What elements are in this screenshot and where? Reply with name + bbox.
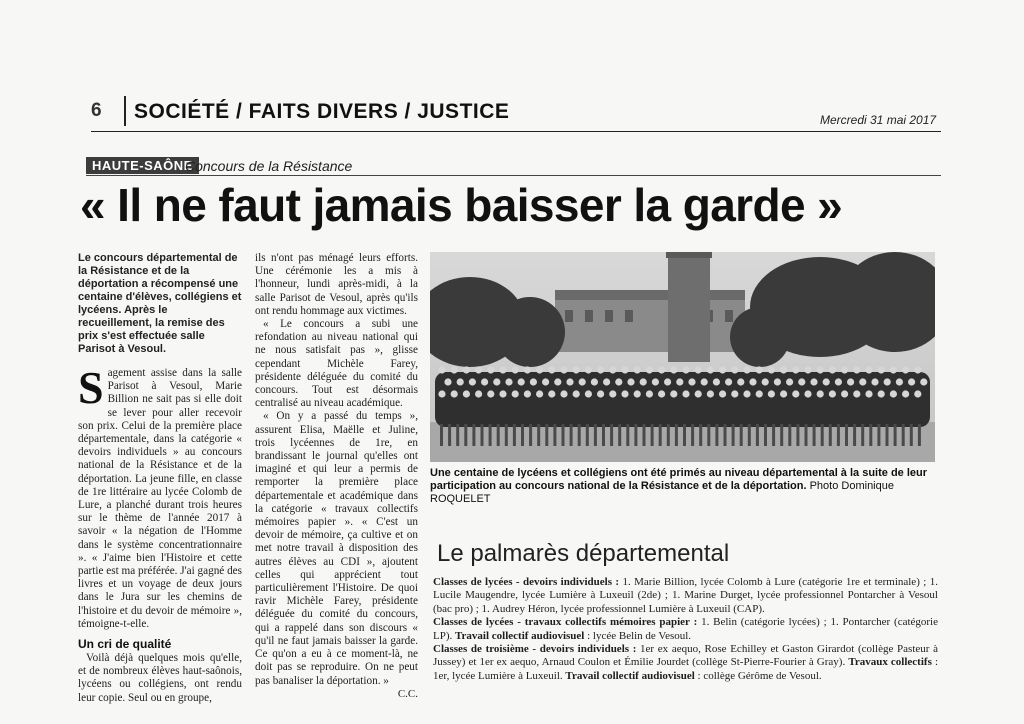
article-subhead: Un cri de qualité — [78, 637, 172, 652]
palmares-entry — [433, 576, 938, 616]
palmares-label: Classes de troisième - devoirs individuels : — [433, 643, 637, 656]
article-column-2 — [255, 252, 418, 701]
group-photo-illustration — [430, 252, 935, 462]
photo-credit: Photo Dominique ROQUELET — [430, 480, 894, 505]
palmares-text: 1. Marie Billion, lycée Colomb à Lure (catégorie 1re et terminale) ; 1. Lucile Maugendre, lycée Lumière à Luxeuil (2de) ; 1. Marine Durget, lycée professionnel Pontarcher à Vesoul (bac pro) ; 1. Audrey Héron, lycée professionnel Lumière à Luxeuil (CAP). — [433, 576, 938, 615]
group-photo — [430, 252, 935, 462]
article-paragraph — [78, 362, 242, 631]
palmares-entry — [433, 616, 938, 643]
article-paragraph: « Le concours a subi une refondation au niveau national qui ne nous satisfait pas », glisse cependant Michèle Farey, présidente déléguée du comité du concours. Tout est désormais centralisé au niveau académique. — [255, 318, 418, 410]
article-paragraph: Voilà déjà quelques mois qu'elle, et de nombreux élèves haut-saônois, lycéens ou collégiens, ont rendu leur copie. Seul ou en groupe, — [78, 652, 242, 704]
section-title: SOCIÉTÉ / FAITS DIVERS / JUSTICE — [134, 100, 510, 123]
article-column-1 — [78, 252, 242, 705]
headline: « Il ne faut jamais baisser la garde » — [80, 179, 843, 231]
palmares-entry — [433, 643, 938, 683]
header-rule — [91, 131, 941, 132]
region-tag: HAUTE-SAÔNE — [86, 157, 199, 174]
palmares-label: Classes de lycées - devoirs individuels : — [433, 576, 620, 588]
article-paragraph: « On y a passé du temps », assurent Elisa, Maëlle et Juline, trois lycéennes de 1re, en brandissant le journal qu'elles ont imaginé et qui leur a permis de remporter la première place départementale et académique dans la catégorie « travaux collectifs mémoires papier ». « C'est un devoir de mémoire, ça cultive et on met notre travail à disposition des autres élèves au CDI », ajoutent celles qui apprécient tout particulièrement l'Histoire. De quoi ravir Michèle Farey, présidente déléguée du comité du concours, qui a rappelé dans son discours « qu'il ne faut jamais baisser la garde. Ce qu'on a eu à ce moment-là, ne doit pas se reproduire. On ne peut pas banaliser la déportation. » — [255, 410, 418, 687]
paragraph-text: agement assise dans la salle Parisot à Vesoul, Marie Billion ne sait pas si elle doit se lever pour aller recevoir son prix. Celui de la première place départementale, dans la catégorie « devoirs individuels » au concours national de la Résistance et de la déportation. La jeune fille, en classe de 1re littéraire au lycée Colomb de Lure, a planché durant trois heures sur le thème de l'année 2017 à savoir « la négation de l'Homme dans le système concentrationnaire ». « J'aime bien l'Histoire et cette partie est ma préférée. J'ai gagné des livres et un voyage de deux jours dans le Jura sur les chemins de l'histoire et du devoir de mémoire », témoigne-t-elle. — [78, 367, 242, 630]
palmares-list — [433, 576, 938, 683]
section-divider — [124, 96, 126, 126]
kicker: Concours de la Résistance — [185, 158, 353, 174]
author-signature: C.C. — [397, 687, 418, 700]
palmares-label: Travail collectif audiovisuel — [455, 629, 585, 642]
page-number: 6 — [91, 100, 102, 121]
palmares-text: 1. Belin (catégorie lycées) ; 1. Pontarcher (catégorie LP). — [433, 616, 938, 642]
palmares-label: Travail collectif audiovisuel — [565, 669, 695, 682]
article-paragraph: ils n'ont pas ménagé leurs efforts. Une cérémonie les a mis à l'honneur, lundi après-midi, à la salle Parisot de Vesoul, après qu'ils ont rendu hommage aux victimes. — [255, 252, 418, 317]
page-date: Mercredi 31 mai 2017 — [820, 113, 937, 127]
drop-cap: S — [78, 362, 104, 413]
palmares-text: 1er ex aequo, Rose Echilley et Gaston Girardot (collège Pasteur à Jussey) et 1er ex aequo, Arnaud Coulon et Émilie Jourdet (collège St-Pierre-Fourier à Gray). — [433, 643, 938, 669]
kicker-rule — [86, 175, 941, 176]
palmares-title: Le palmarès départemental — [437, 540, 730, 567]
palmares-text: : lycée Belin de Vesoul. — [584, 629, 692, 642]
caption-text: Une centaine de lycéens et collégiens ont été primés au niveau départemental à la suite de leur participation au concours national de la Résistance et de la déportation. — [430, 467, 928, 492]
palmares-label: Classes de lycées - travaux collectifs mémoires papier : — [433, 616, 698, 629]
palmares-text: : collège Gérôme de Vesoul. — [694, 669, 822, 682]
photo-caption — [430, 467, 940, 506]
palmares-text: : 1er, lycée Lumière à Luxeuil. — [433, 656, 939, 682]
palmares-label: Travaux collectifs — [848, 656, 932, 669]
article-lead: Le concours départemental de la Résistance et de la déportation a récompensé une centaine d'élèves, collégiens et lycéens. Après le recueillement, la remise des prix s'est effectuée salle Parisot à Vesoul. — [78, 252, 242, 355]
